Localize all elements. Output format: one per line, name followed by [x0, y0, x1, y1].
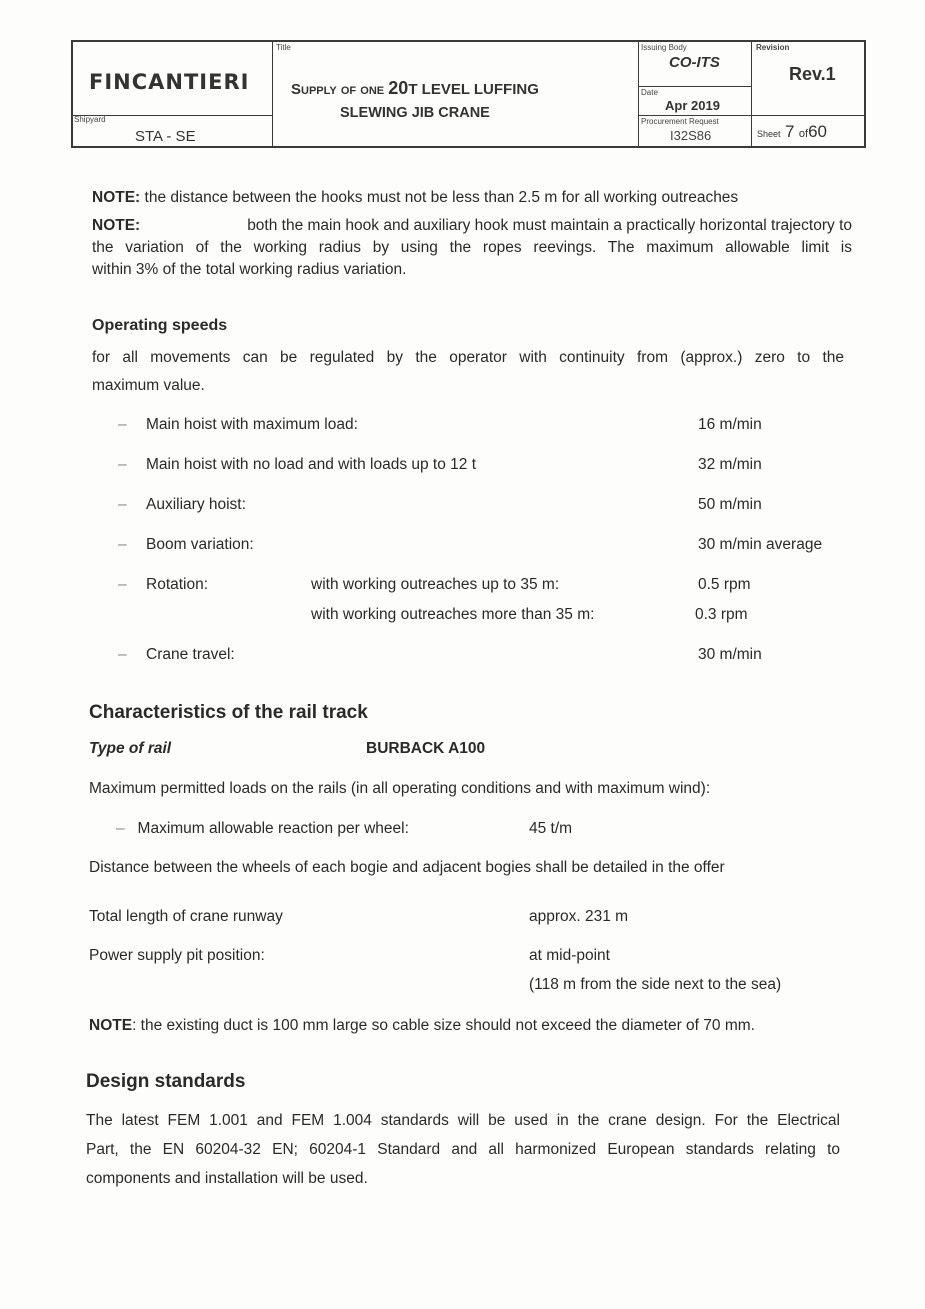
document-header	[71, 40, 866, 148]
issuing-body-value: CO-ITS	[669, 54, 720, 71]
title-label: Title	[276, 43, 291, 52]
speed-item: – Crane travel: 30 m/min	[118, 646, 762, 663]
note-duct: NOTE: the existing duct is 100 mm large so cable size should not exceed the diameter of 70 mm.	[89, 1017, 755, 1034]
rail-reaction-item: – Maximum allowable reaction per wheel:	[116, 820, 409, 837]
pit-position-value: at mid-point	[529, 947, 610, 964]
runway-length-value: approx. 231 m	[529, 908, 629, 925]
speed-item: – Boom variation: 30 m/min average	[118, 536, 823, 553]
document-title-line2: SLEWING JIB CRANE	[340, 105, 490, 121]
runway-length-label: Total length of crane runway	[89, 908, 283, 925]
operating-speeds-heading: Operating speeds	[92, 317, 228, 334]
procurement-value: I32S86	[670, 128, 712, 143]
rail-reaction-value: 45 t/m	[529, 820, 573, 837]
rail-bogie-distance: Distance between the wheels of each bogie and adjacent bogies shall be detailed in the offer	[89, 859, 725, 876]
document-title: Supply of one 20T LEVEL LUFFING	[291, 78, 539, 98]
rail-max-loads: Maximum permitted loads on the rails (in all operating conditions and with maximum wind):	[89, 780, 711, 797]
note-hook-distance: NOTE: the distance between the hooks must not be less than 2.5 m for all working outreaches	[92, 189, 739, 206]
issuing-body-label: Issuing Body	[641, 43, 687, 52]
speed-item: – Main hoist with no load and with loads up to 12 t 32 m/min	[118, 456, 762, 473]
company-logo: FINCANTIERI	[89, 70, 250, 94]
sheet-number: Sheet 7 of60	[757, 122, 828, 141]
speed-item: – Auxiliary hoist: 50 m/min	[118, 496, 762, 513]
revision-value: Rev.1	[789, 64, 836, 84]
note-hook-trajectory: NOTE: both the main hook and auxiliary hook must maintain a practically horizontal trajectory to the variation of the working radius by using the ropes reevings. The maximum allowable limit is within 3% of the total working radius variation.	[92, 217, 852, 278]
revision-label: Revision	[756, 43, 790, 52]
rail-track-heading: Characteristics of the rail track	[89, 702, 368, 723]
operating-intro: for all movements can be regulated by the operator with continuity from (approx.) zero to the	[92, 349, 844, 366]
design-standards-heading: Design standards	[86, 1071, 246, 1092]
pit-position-label: Power supply pit position:	[89, 947, 265, 964]
speed-item-rotation: – Rotation: with working outreaches up to 35 m: 0.5 rpm with working outreaches more than 35 m: 0.3 rpm	[118, 576, 751, 623]
date-value: Apr 2019	[665, 98, 720, 113]
rail-type-label: Type of rail	[89, 740, 172, 757]
pit-position-detail: (118 m from the side next to the sea)	[529, 976, 782, 993]
shipyard-label: Shipyard	[74, 115, 106, 124]
rail-type-value: BURBACK A100	[366, 740, 486, 757]
shipyard-value: STA - SE	[135, 128, 196, 145]
procurement-label: Procurement Request	[641, 117, 719, 126]
design-standards-text: The latest FEM 1.001 and FEM 1.004 standards will be used in the crane design. For the Electrical Part, the EN 60204-32 EN; 60204-1 Standard and all harmonized European standards relating to components and installation will be used.	[86, 1112, 840, 1187]
speed-item: – Main hoist with maximum load: 16 m/min	[118, 416, 762, 433]
date-label: Date	[641, 88, 658, 97]
operating-intro-2: maximum value.	[92, 377, 205, 394]
